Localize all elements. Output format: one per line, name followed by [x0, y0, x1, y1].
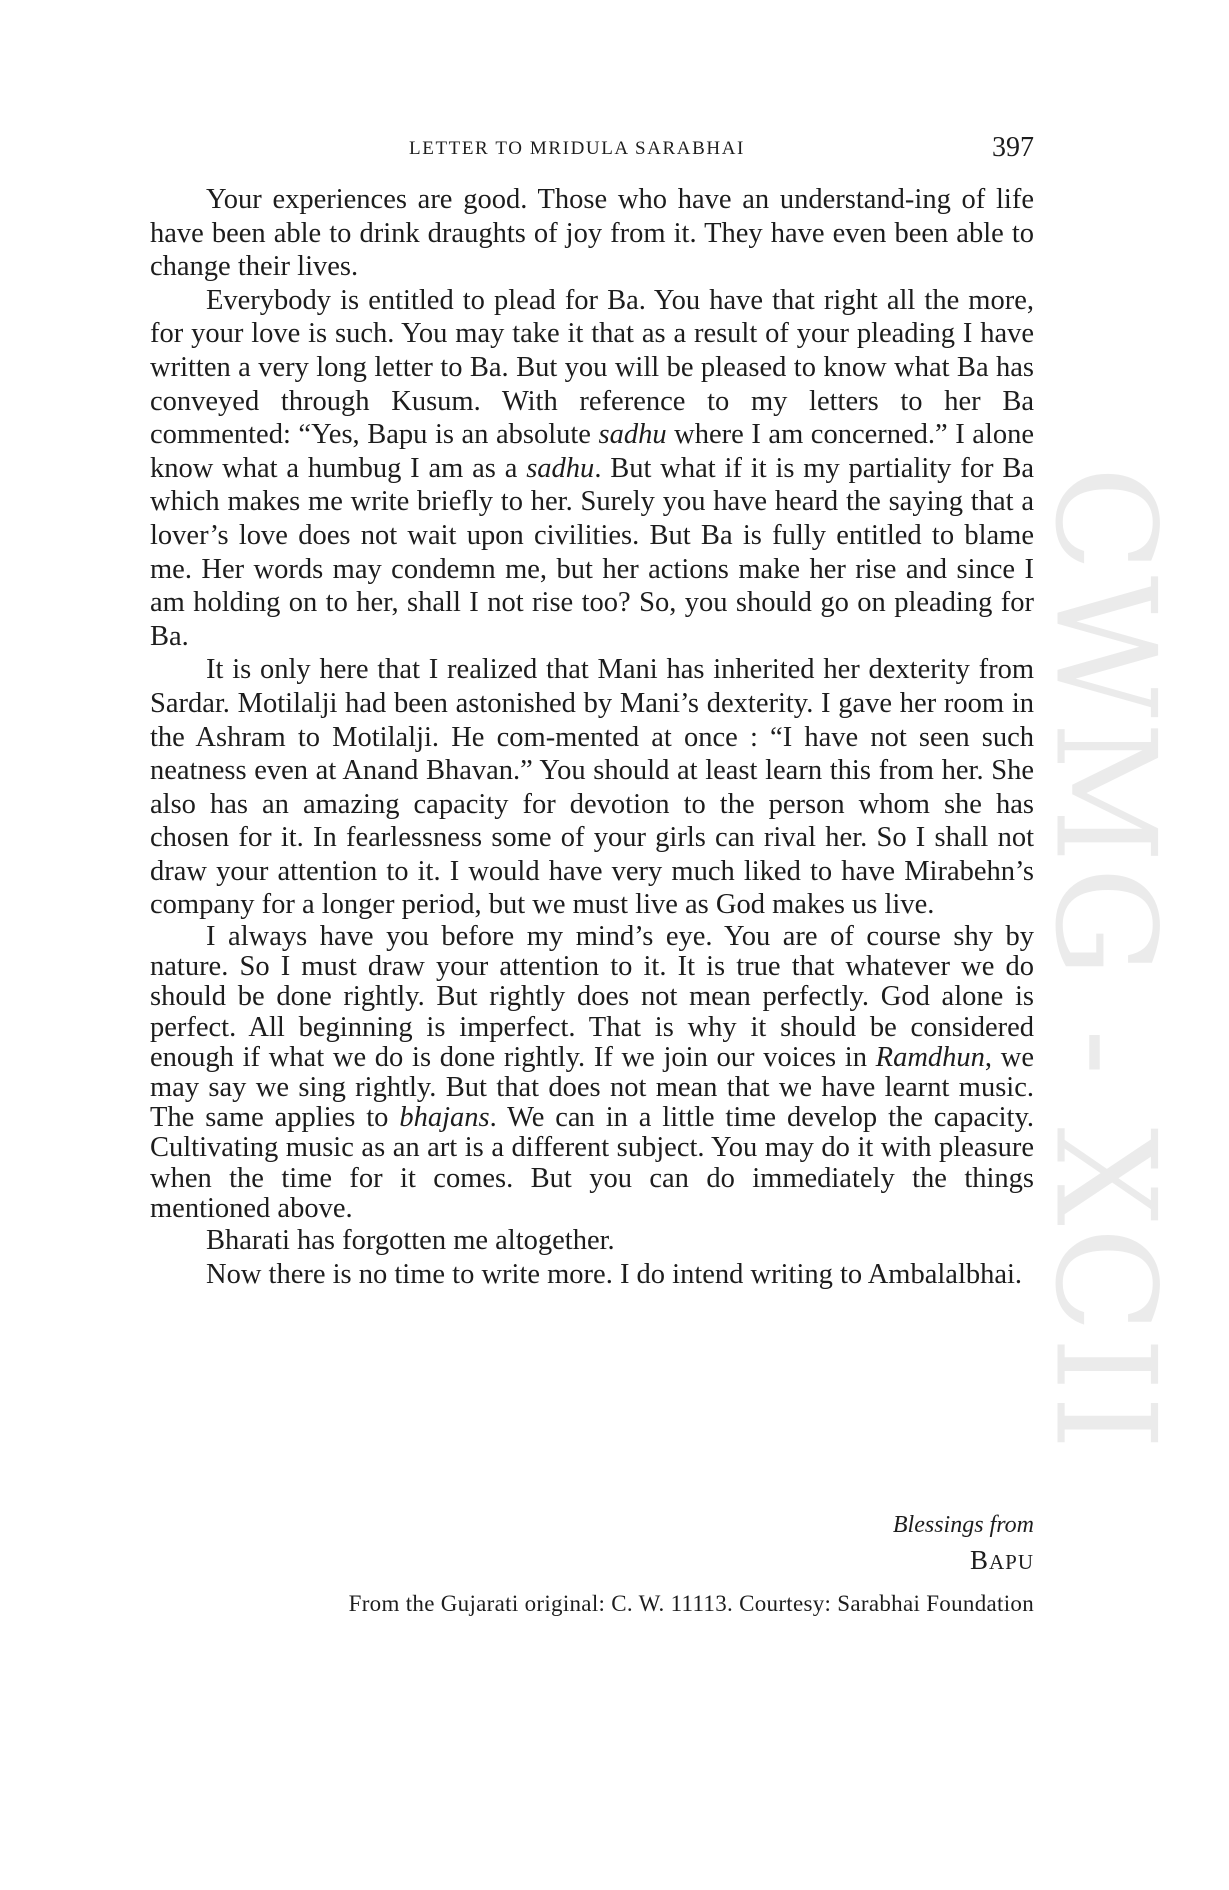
paragraph-2-part-2: where I am concerned.” I alone know what a humbug I am as a	[150, 419, 1034, 484]
running-title: LETTER TO MRIDULA SARABHAI	[409, 138, 745, 159]
paragraph-1: Your experiences are good. Those who have an understand-ing of life have been able to drink draughts of joy from it. They have even been able to change their lives.	[150, 184, 1034, 283]
paragraph-6: Now there is no time to write more. I do intend writing to Ambalalbhai.	[206, 1258, 1023, 1290]
paragraph-3: It is only here that I realized that Mani has inherited her dexterity from Sardar. Motilalji had been astonished by Mani’s dexterity. I gave her room in the Ashram to Motilalji. He com-mented at once : “I have not seen such neatness even at Anand Bhavan.” You should at least learn this from her. She also has an amazing capacity for devotion to the person whom she has chosen for it. In fearlessness some of your girls can rival her. So I shall not draw your attention to it. I would have very much liked to have Mirabehn’s company for a longer period, but we must live as God makes us live.	[150, 654, 1034, 921]
letter-body	[150, 183, 1034, 1291]
term-bhajans: bhajans	[399, 1102, 490, 1134]
paragraph-2-part-1: Everybody is entitled to plead for Ba. You have that right all the more, for your love is such. You may take it that as a result of your pleading I have written a very long letter to Ba. But you will be pleased to know what Ba has conveyed through Kusum. With reference to my letters to her Ba commented: “Yes, Bapu is an absolute	[150, 284, 1034, 451]
paragraph-2-part-3: . But what if it is my partiality for Ba which makes me write briefly to her. Surely you have heard the saying that a lover’s love does not wait upon civilities. But Ba is fully entitled to blame me. Her words may condemn me, but her actions make her rise and since I am holding on to her, shall I not rise too? So, you should go on pleading for Ba.	[150, 452, 1035, 652]
paragraph-2	[150, 284, 1034, 654]
source-note: From the Gujarati original: C. W. 11113. Courtesy: Sarabhai Foundation	[348, 1591, 1034, 1616]
paragraph-5: Bharati has forgotten me altogether.	[206, 1225, 615, 1257]
term-sadhu-1: sadhu	[598, 419, 667, 451]
running-header	[150, 132, 1034, 168]
paragraph-4	[150, 922, 1034, 1224]
signature	[150, 1545, 1034, 1576]
term-sadhu-2: sadhu	[526, 452, 595, 484]
page-number: 397	[992, 132, 1034, 163]
closing-blessings: Blessings from	[892, 1512, 1034, 1538]
paragraph-4-part-3: . We can in a little time develop the capacity. Cultivating music as an art is a different subject. You may do it with pleasure when the time for it comes. But you can do immediately the things mentioned above.	[150, 1102, 1034, 1224]
signature-initial: B	[969, 1545, 989, 1575]
term-ramdhun: Ramdhun	[875, 1041, 985, 1073]
paragraph-4-part-1: I always have you before my mind’s eye. You are of course shy by nature. So I must draw your attention to it. It is true that whatever we do should be done rightly. But rightly does not mean perfectly. God alone is perfect. All beginning is imperfect. That is why it should be considered enough if what we do is done rightly. If we join our voices in	[150, 921, 1034, 1073]
watermark	[1024, 466, 1186, 1454]
watermark-text: CWMG - XCII	[1024, 466, 1186, 1454]
signature-rest: APU	[988, 1550, 1034, 1574]
paragraph-4-part-2: , we may say we sing rightly. But that does not mean that we have learnt music. The same applies to	[150, 1041, 1034, 1134]
